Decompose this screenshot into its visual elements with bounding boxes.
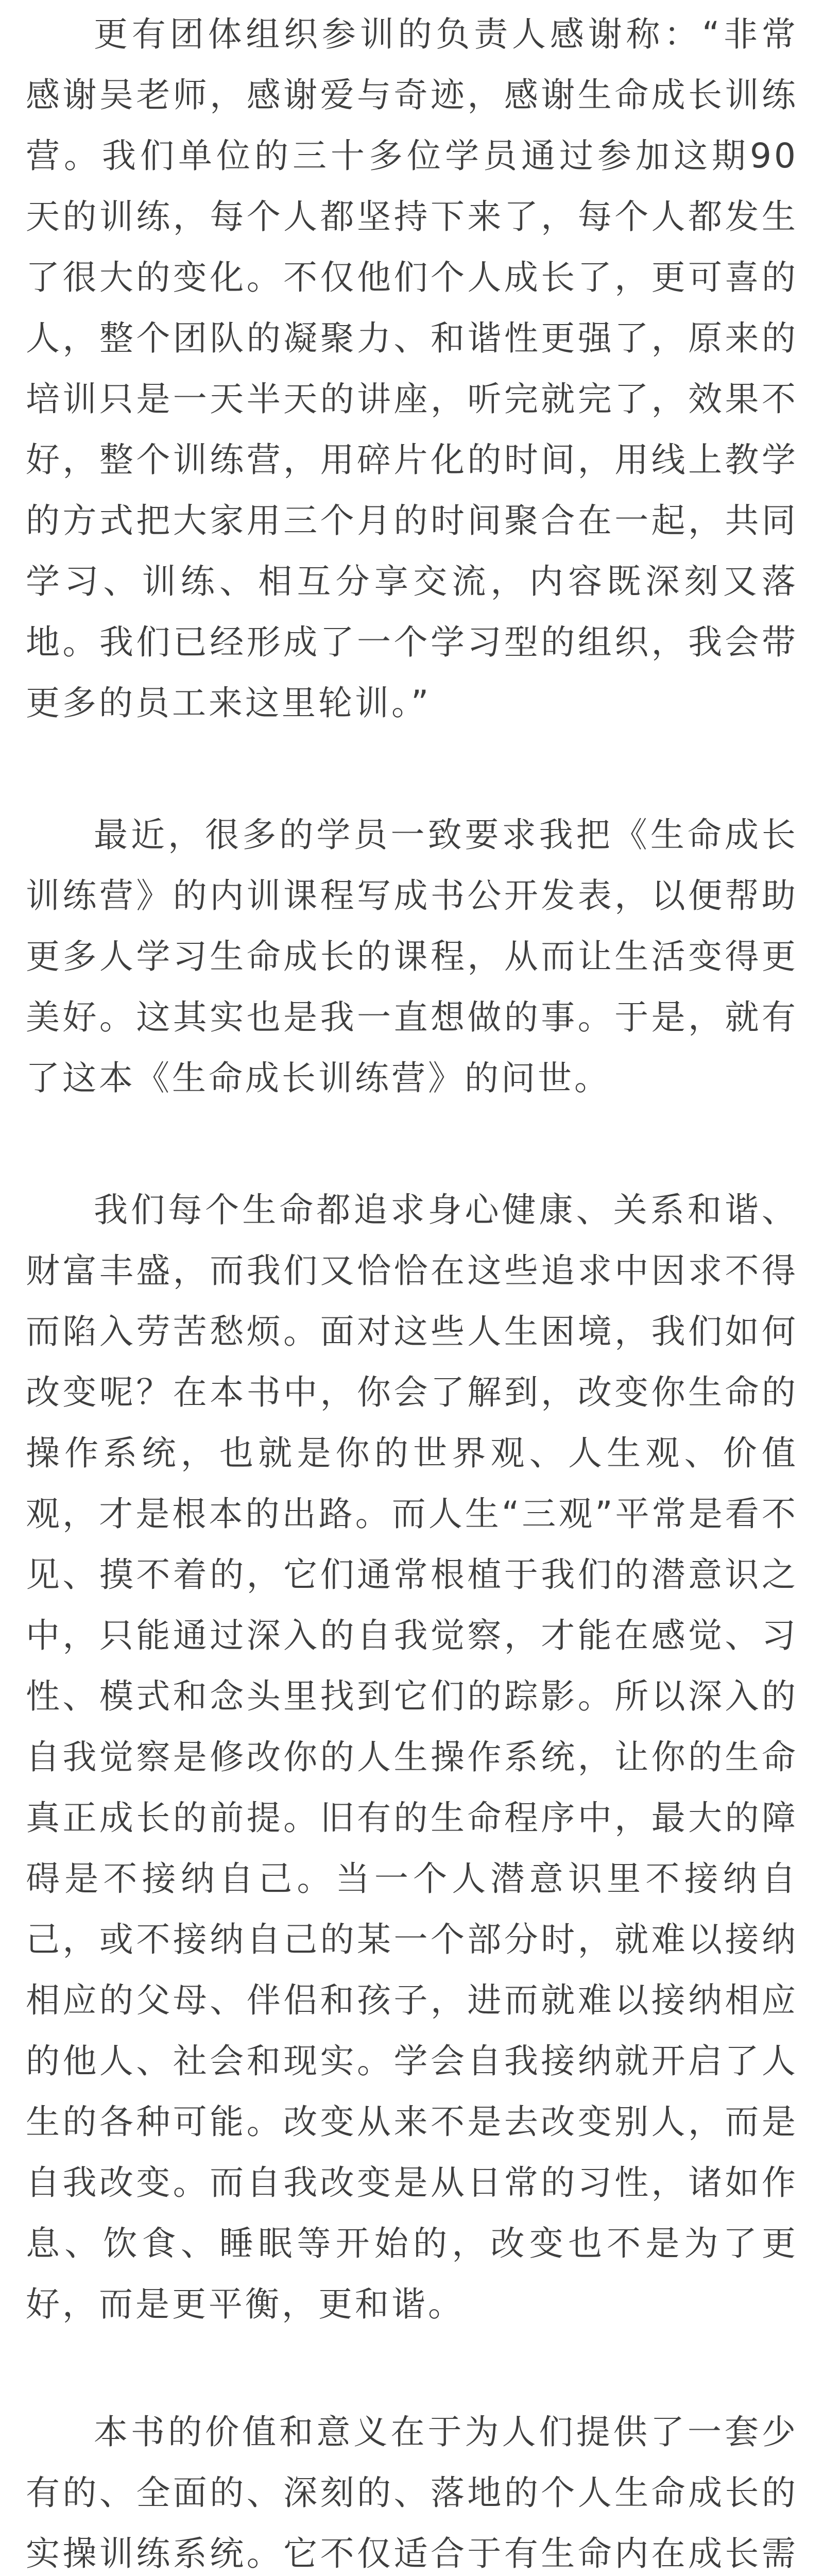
paragraph-2: 最近，很多的学员一致要求我把《生命成长训练营》的内训课程写成书公开发表，以便帮助更多人学习生命成长的课程，从而让生活变得更美好。这其实也是我一直想做的事。于是，就有了这本《生命成长训练营》的问世。 — [26, 815, 798, 1098]
paragraph-3: 我们每个生命都追求身心健康、关系和谐、财富丰盛，而我们又恰恰在这些追求中因求不得而陷入劳苦愁烦。面对这些人生困境，我们如何改变呢？在本书中，你会了解到，改变你生命的操作系统，也就是你的世界观、人生观、价值观，才是根本的出路。而人生“三观”平常是看不见、摸不着的，它们通常根植于我们的潜意识之中，只能通过深入的自我觉察，才能在感觉、习性、模式和念头里找到它们的踪影。所以深入的自我觉察是修改你的人生操作系统，让你的生命真正成长的前提。旧有的生命程序中，最大的障碍是不接纳自己。当一个人潜意识里不接纳自己，或不接纳自己的某一个部分时，就难以接纳相应的父母、伴侣和孩子，进而就难以接纳相应的他人、社会和现实。学会自我接纳就开启了人生的各种可能。改变从来不是去改变别人，而是自我改变。而自我改变是从日常的习性，诸如作息、饮食、睡眠等开始的，改变也不是为了更好，而是更平衡，更和谐。 — [26, 1190, 798, 2324]
paragraph-4: 本书的价值和意义在于为人们提供了一套少有的、全面的、深刻的、落地的个人生命成长的实操训练系统。它不仅适合于有生命内在成长需 — [26, 2412, 798, 2573]
paragraph-1: 更有团体组织参训的负责人感谢称：“非常感谢吴老师，感谢爱与奇迹，感谢生命成长训练营。我们单位的三十多位学员通过参加这期90天的训练，每个人都坚持下来了，每个人都发生了很大的变化。不仅他们个人成长了，更可喜的人，整个团队的凝聚力、和谐性更强了，原来的培训只是一天半天的讲座，听完就完了，效果不好，整个训练营，用碎片化的时间，用线上教学的方式把大家用三个月的时间聚合在一起，共同学习、训练、相互分享交流，内容既深刻又落地。我们已经形成了一个学习型的组织，我会带更多的员工来这里轮训。” — [26, 14, 798, 723]
